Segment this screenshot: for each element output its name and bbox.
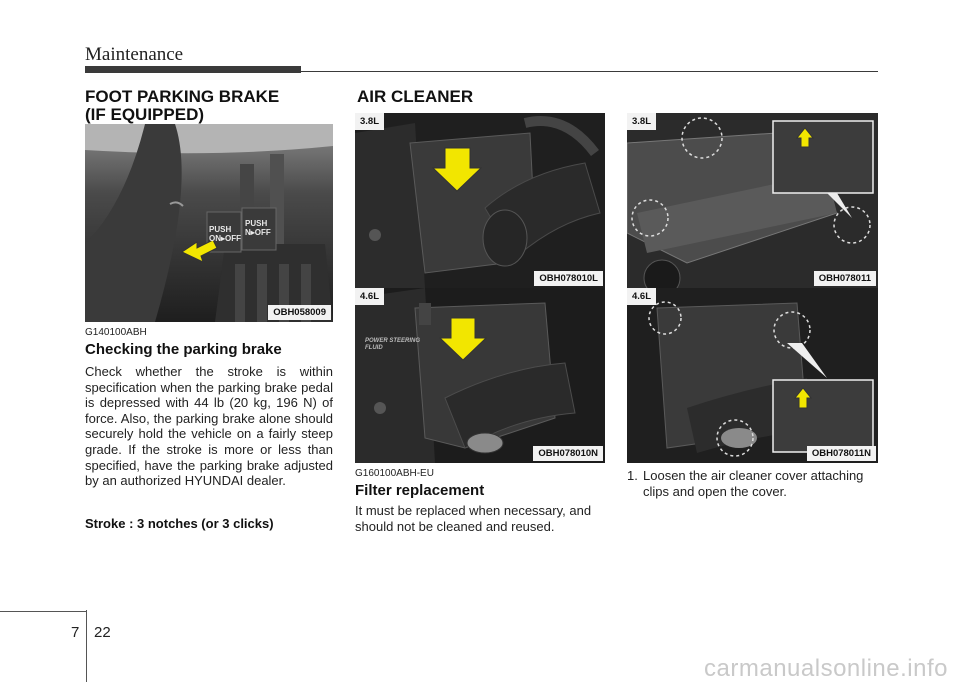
chapter-title: Maintenance — [85, 44, 184, 65]
air-cleaner-3-8l-illustration — [355, 113, 605, 288]
power-steering-fluid-label: POWER STEERING FLUID — [365, 338, 421, 351]
footer-rule-vertical — [86, 610, 87, 682]
photo-code: OBH078010N — [533, 446, 603, 461]
photo-code: OBH078010L — [534, 271, 603, 286]
photo-tag: 4.6L — [355, 288, 384, 305]
section-title-line-1: FOOT PARKING BRAKE — [85, 87, 280, 106]
pedal-label-1a: PUSH — [209, 225, 232, 234]
watermark: carmanualsonline.info — [704, 655, 948, 682]
header-rule-thick — [85, 66, 301, 73]
pedal-label-2a: PUSH — [245, 219, 268, 228]
filter-replacement-body-text: It must be replaced when necessary, and should not be cleaned and reused. — [355, 503, 592, 534]
parking-brake-illustration — [85, 124, 333, 322]
air-cleaner-photo-4-6l — [355, 288, 605, 463]
doc-code: G140100ABH — [85, 327, 147, 338]
header-rule-thin — [301, 71, 878, 72]
photo-code: OBH078011N — [807, 446, 876, 461]
footer-rule-horizontal — [0, 611, 86, 612]
parking-brake-body-text: Check whether the stroke is within specification when the parking brake pedal is depressed with 44 lb (20 kg, 196 N) of force. Also, the parking brake alone should securely hold the vehicle on a fairly steep grade. If the stroke is more or less than specified, have the parking brake adjusted by an authorized HYUNDAI dealer. — [85, 364, 333, 489]
cover-clips-4-6l-illustration — [627, 288, 878, 463]
photo-tag: 3.8L — [627, 113, 656, 130]
air-cleaner-4-6l-illustration — [355, 288, 605, 463]
photo-tag: 3.8L — [355, 113, 384, 130]
pedal-label-1b: ON▸OFF — [209, 234, 242, 243]
pedal-label-2b: N▸OFF — [245, 228, 271, 237]
page-chapter-number: 7 — [71, 624, 80, 641]
cover-clips-photo-4-6l — [627, 288, 878, 463]
page-number: 22 — [94, 624, 111, 641]
photo-code: OBH058009 — [268, 305, 331, 320]
stroke-note: Stroke : 3 notches (or 3 clicks) — [85, 516, 274, 531]
section-title-line-2: (IF EQUIPPED) — [85, 105, 205, 124]
step-loosen-cover — [627, 468, 878, 499]
doc-code: G160100ABH-EU — [355, 468, 434, 479]
section-title-parking-brake — [85, 88, 279, 124]
photo-code: OBH078011 — [814, 271, 876, 286]
subheading-filter-replacement: Filter replacement — [355, 482, 485, 499]
section-title-air-cleaner: AIR CLEANER — [357, 87, 474, 106]
parking-brake-photo — [85, 124, 333, 322]
cover-clips-3-8l-illustration — [627, 113, 878, 288]
cover-clips-photo-3-8l — [627, 113, 878, 288]
photo-tag: 4.6L — [627, 288, 656, 305]
air-cleaner-photo-3-8l — [355, 113, 605, 288]
step-text: Loosen the air cleaner cover attaching clips and open the cover. — [643, 468, 864, 499]
step-number: 1. — [627, 468, 638, 483]
subheading-checking-parking-brake: Checking the parking brake — [85, 341, 282, 358]
